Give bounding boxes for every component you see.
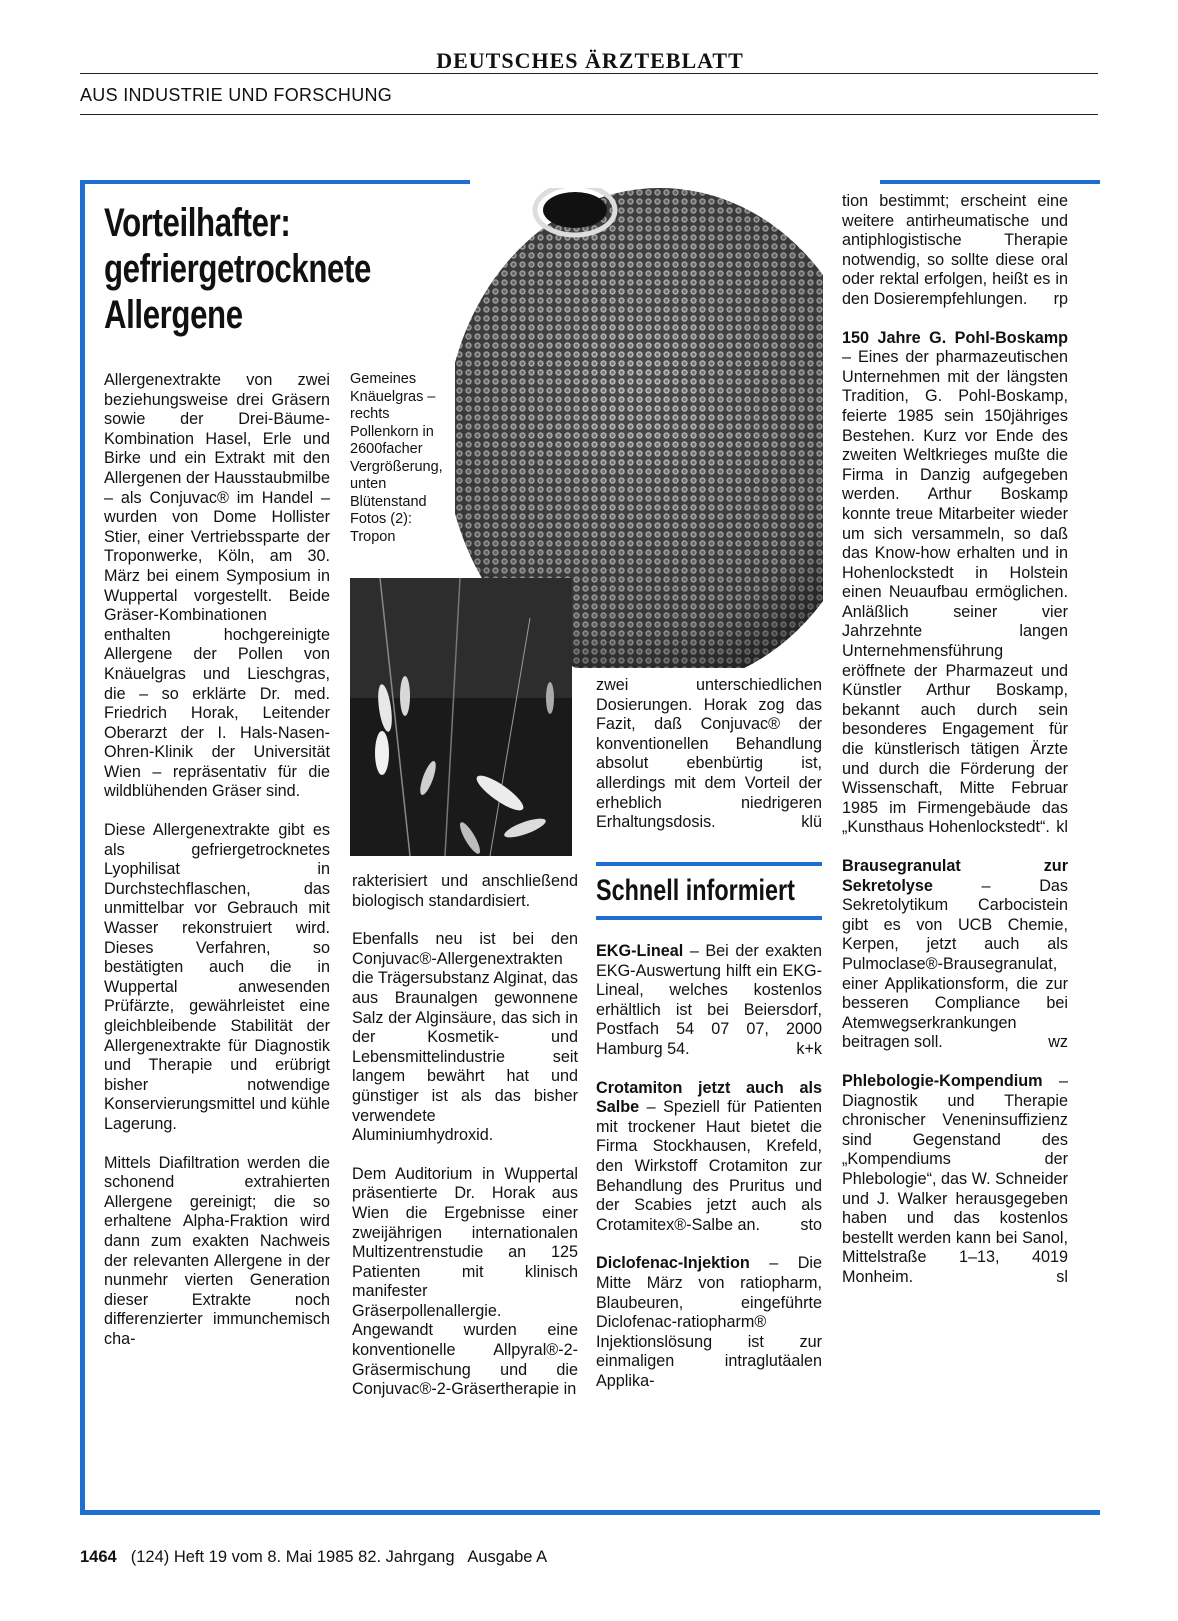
frame-top-left	[80, 180, 470, 184]
masthead: DEUTSCHES ÄRZTEBLATT	[436, 48, 744, 73]
page-number: 1464	[80, 1548, 117, 1566]
photo-caption: Gemeines Knäuelgras – rechts Pollenkorn in 2600facher Vergrößerung, unten Blütenstand Fotos (2): Tropon	[350, 371, 443, 545]
news-column-4	[842, 192, 1068, 1306]
paragraph: rakterisiert und anschließend biologisch standardisiert.	[352, 872, 578, 910]
frame-top-right	[880, 180, 1100, 184]
page-footer	[80, 1548, 547, 1567]
article-headline: Vorteilhafter: gefriergetrocknete Allergene	[104, 201, 371, 337]
news-item: Phlebologie-Kompendium – Diagnostik und Therapie chronischer Veneninsuffizienz sind Gegenstand des „Kompendiums der Phlebologie“, das W. Schneider und J. Walker herausgegeben haben und das kostenlos bestellt werden kann bei Sanol, Mittelstraße 1–13, 4019 Monheim. sl	[842, 1071, 1068, 1286]
news-item: Brausegranulat zur Sekretolyse – Das Sekretolytikum Carbocistein gibt es von UCB Chemie, Kerpen, jetzt auch als Pulmoclase®-Brausegranulat, einer Applikationsform, die zur besseren Compliance bei Atemwegserkrankungen beitragen soll. wz	[842, 857, 1068, 1052]
blossom-photo	[350, 578, 572, 856]
top-rule	[80, 73, 1098, 74]
paragraph: Mittels Diafiltration werden die schonend extrahierten Allergene gereinigt; die so erhaltene Alpha-Fraktion wird dann zum exakten Nachweis der relevanten Allergene in der nunmehr vierten Generation dieser Extrakte noch differenzierter immunchemisch cha-	[104, 1153, 330, 1348]
article-column-2	[352, 872, 578, 1419]
news-item: 150 Jahre G. Pohl-Boskamp – Eines der pharmazeutischen Unternehmen mit der längsten Tradition, G. Pohl-Boskamp, feierte 1985 sein 150jähriges Bestehen. Kurz vor Ende des zweiten Weltkrieges mußte die Firma in Danzig aufgegeben werden. Arthur Boskamp konnte treue Mitarbeiter wieder um sich versammeln, so daß das Know-how erhalten und in Hohenlockstedt in Holstein einen Neuaufbau ermöglichen. Anläßlich seiner vier Jahrzehnte langen Unternehmensführung eröffnete der Pharmazeut und Künstler Arthur Boskamp, bekannt auch durch sein besonderes Engagement für die künstlerisch tätigen Ärzte und durch die Förderung der Wissenschaft, Mitte Februar 1985 im Firmengebäude das „Kunsthaus Hohenlockstedt“. kl	[842, 328, 1068, 837]
news-item: Diclofenac-Injektion – Die Mitte März von ratiopharm, Blaubeuren, eingeführte Diclofenac-ratiopharm® Injektionslösung ist zur einmaligen intraglutäalen Applika-	[596, 1254, 822, 1390]
paragraph: Ebenfalls neu ist bei den Conjuvac®-Allergenextrakten die Trägersubstanz Alginat, das aus Braunalgen gewonnene Salz der Alginsäure, das sich in der Kosmetik- und Lebensmittelindustrie seit langem bewährt hat und günstiger ist als das bisher verwendete Aluminiumhydroxid.	[352, 930, 578, 1145]
article-column-3	[596, 676, 822, 852]
paragraph: Allergenextrakte von zwei beziehungsweise drei Gräsern sowie der Drei-Bäume-Kombination Hasel, Erle und Birke und ein Extrakt mit den Allergenen der Hausstaubmilbe – als Conjuvac® im Handel – wurden von Dome Hollister Stier, einer Vertriebssparte der Troponwerke, Köln, am 30. März bei einem Symposium in Wuppertal vorgestellt. Beide Gräser-Kombinationen enthalten hochgereinigte Allergene der Pollen von Knäuelgras und Lieschgras, die – so erklärte Dr. med. Friedrich Horak, Leitender Oberarzt der I. Hals-Nasen-Ohren-Klinik der Universität Wien – repräsentativ für die wildblühenden Gräser sind.	[104, 371, 330, 801]
paragraph: zwei unterschiedlichen Dosierungen. Horak zog das Fazit, daß Conjuvac® der konventionellen Behandlung absolut ebenbürtig ist, allerdings mit dem Vorteil der erheblich niedrigeren Erhaltungsdosis. klü	[596, 676, 822, 832]
paragraph: Diese Allergenextrakte gibt es als gefriergetrocknetes Lyophilisat in Durchstechflaschen, das unmittelbar vor Gebrauch mit Wasser rekonstruiert wird. Dieses Verfahren, so bestätigten auch die in Wuppertal anwesenden Prüfärzte, gewährleistet eine gleichbleibende Stabilität der Allergenextrakte für Diagnostik und Therapie und erübrigt bisher notwendige Konservierungsmittel und kühle Lagerung.	[104, 821, 330, 1133]
paragraph: Dem Auditorium in Wuppertal präsentierte Dr. Horak aus Wien die Ergebnisse einer zweijährigen internationalen Multizentrenstudie an 125 Patienten mit klinisch manifester Gräserpollenallergie. Angewandt wurden eine konventionelle Allpyral®-2-Gräsermischung und die Conjuvac®-2-Gräsertherapie in	[352, 1164, 578, 1399]
news-column-3	[596, 942, 822, 1410]
accent-bar	[596, 862, 822, 866]
issue-info: (124) Heft 19 vom 8. Mai 1985 82. Jahrgang Ausgabe A	[130, 1548, 548, 1566]
news-item: Crotamiton jetzt auch als Salbe – Speziell für Patienten mit trockener Haut bietet die Firma Stockhausen, Krefeld, den Wirkstoff Crotamiton zur Behandlung des Pruritus und der Scabies jetzt auch als Crotamitex®-Salbe an. sto	[596, 1078, 822, 1234]
news-item: tion bestimmt; erscheint eine weitere antirheumatische und antiphlogistische Therapie notwendig, so sollte diese oral oder rektal erfolgen, heißt es in den Dosierempfehlungen. rp	[842, 192, 1068, 308]
section-title: AUS INDUSTRIE UND FORSCHUNG	[80, 85, 393, 105]
news-box-header	[596, 862, 822, 920]
news-item: EKG-Lineal – Bei der exakten EKG-Auswertung hilft ein EKG-Lineal, welches kostenlos erhältlich ist bei Beiersdorf, Postfach 54 07 07, 2000 Hamburg 54. k+k	[596, 942, 822, 1058]
news-box-title: Schnell informiert	[596, 874, 795, 907]
author-sign: klü	[801, 813, 822, 832]
pollen-pore	[543, 192, 607, 228]
section-rule	[80, 114, 1098, 115]
accent-bar	[596, 916, 822, 920]
article-column-1	[104, 371, 330, 1369]
